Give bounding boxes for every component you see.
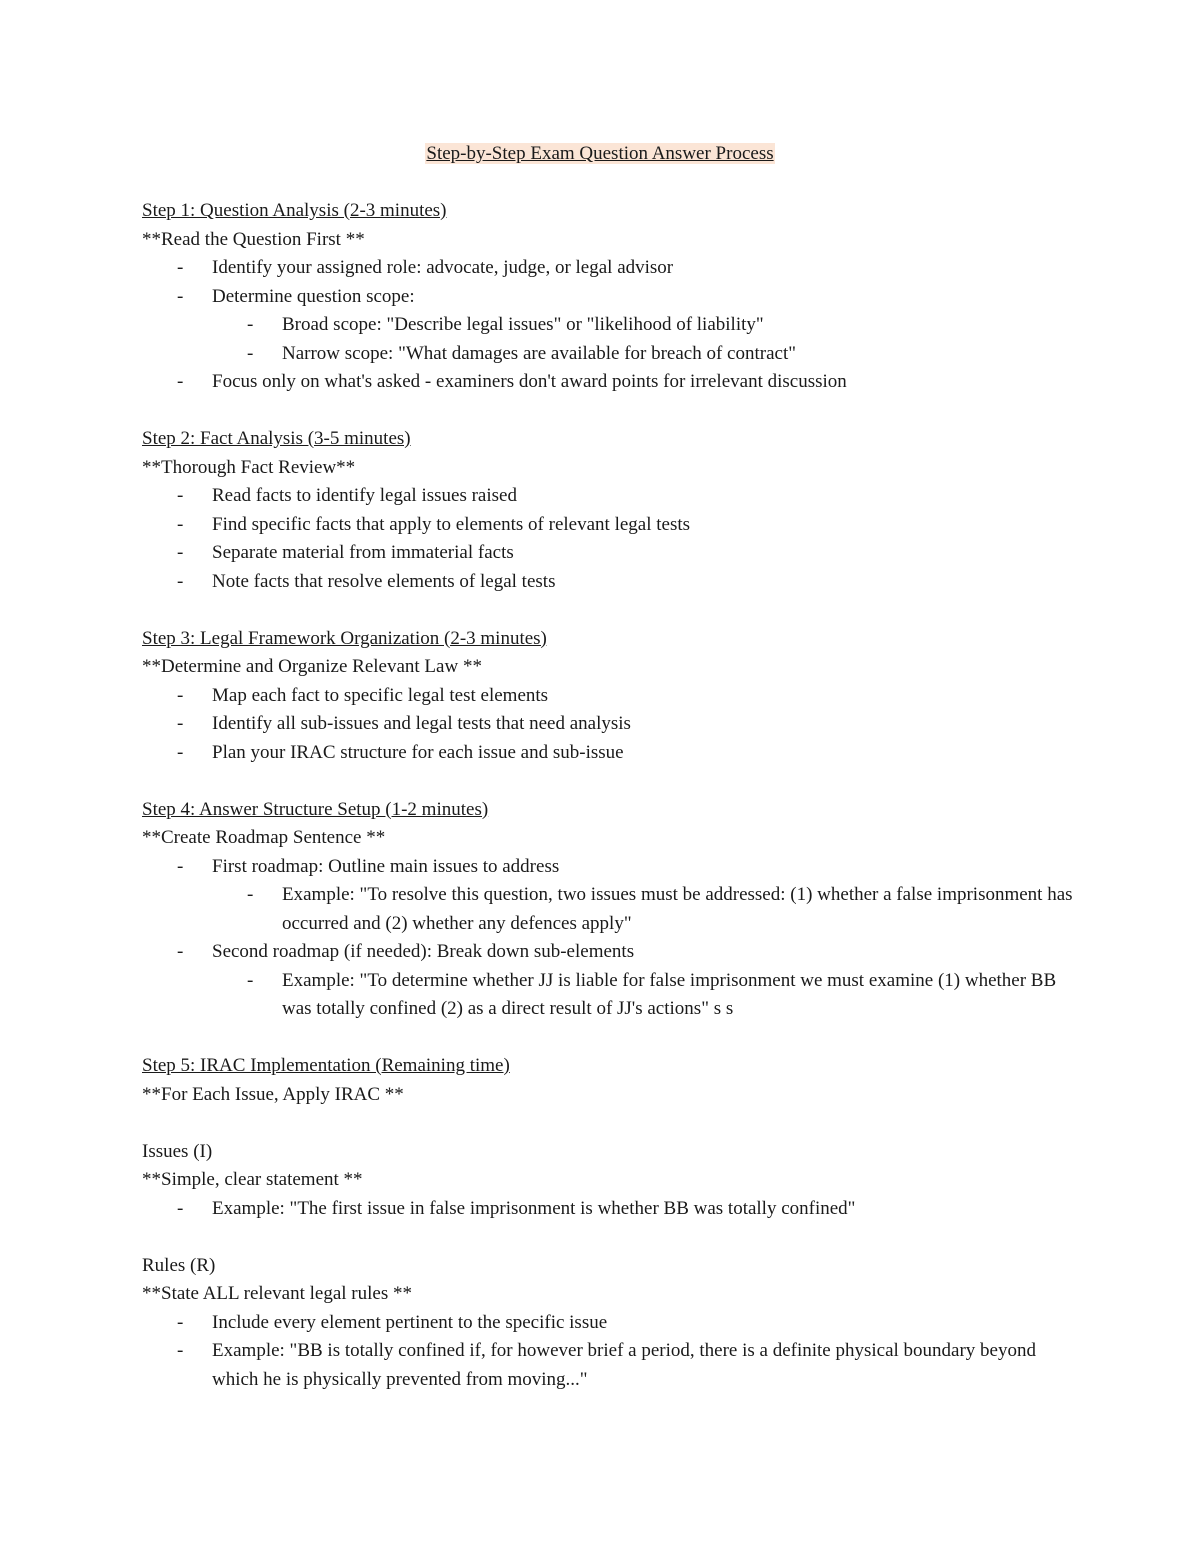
document-body [142, 197, 1082, 1394]
list-item: - Example: "To determine whether JJ is liable for false imprisonment we must examine (1) whether BB was totally confined (2) as a direct result of JJ's actions" s s [247, 969, 1057, 1019]
list-item: - Plan your IRAC structure for each issue and sub-issue [177, 741, 624, 763]
list-item: - Separate material from immaterial facts [177, 542, 514, 563]
document-title: Step-by-Step Exam Question Answer Process [426, 143, 774, 164]
rules-heading: Rules (R) [142, 1254, 216, 1276]
list-item: - Identify all sub-issues and legal tests that need analysis [177, 713, 631, 734]
list-item: - Example: "To resolve this question, two issues must be addressed: (1) whether a false imprisonment has occurred and (2) whether any defences apply" [247, 884, 1073, 934]
list-item: - Map each fact to specific legal test elements [177, 684, 549, 706]
list-item: - Determine question scope: [177, 285, 415, 307]
list-item: - Example: "The first issue in false imprisonment is whether BB was totally confined" [177, 1197, 856, 1219]
issues-subheading: **Simple, clear statement ** [142, 1169, 363, 1190]
step2-heading: Step 2: Fact Analysis (3-5 minutes) [142, 428, 411, 449]
list-item: - Read facts to identify legal issues raised [177, 485, 517, 506]
list-item: - Identify your assigned role: advocate, judge, or legal advisor [177, 257, 674, 278]
list-item: - Include every element pertinent to the specific issue [177, 1311, 608, 1333]
step3-subheading: **Determine and Organize Relevant Law ** [142, 656, 482, 677]
step1-heading: Step 1: Question Analysis (2-3 minutes) [142, 200, 447, 221]
step5-subheading: **For Each Issue, Apply IRAC ** [142, 1083, 404, 1105]
list-item: - Example: "BB is totally confined if, for however brief a period, there is a definite physical boundary beyond which he is physically prevented from moving..." [177, 1340, 1036, 1390]
list-item: - Broad scope: "Describe legal issues" or "likelihood of liability" [247, 314, 764, 335]
step3-heading: Step 3: Legal Framework Organization (2-3 minutes) [142, 627, 547, 649]
step1-subheading: **Read the Question First ** [142, 228, 365, 250]
list-item: - First roadmap: Outline main issues to address [177, 855, 560, 877]
rules-subheading: **State ALL relevant legal rules ** [142, 1283, 412, 1304]
list-item: - Second roadmap (if needed): Break down sub-elements [177, 941, 635, 962]
issues-heading: Issues (I) [142, 1140, 213, 1162]
step5-heading: Step 5: IRAC Implementation (Remaining time) [142, 1055, 510, 1076]
step2-subheading: **Thorough Fact Review** [142, 456, 356, 478]
list-item: - Focus only on what's asked - examiners don't award points for irrelevant discussion [177, 371, 847, 392]
list-item: - Narrow scope: "What damages are available for breach of contract" [247, 342, 797, 364]
list-item: - Note facts that resolve elements of legal tests [177, 570, 556, 592]
list-item: - Find specific facts that apply to elements of relevant legal tests [177, 513, 691, 535]
step4-heading: Step 4: Answer Structure Setup (1-2 minutes) [142, 798, 489, 820]
step4-subheading: **Create Roadmap Sentence ** [142, 827, 386, 848]
